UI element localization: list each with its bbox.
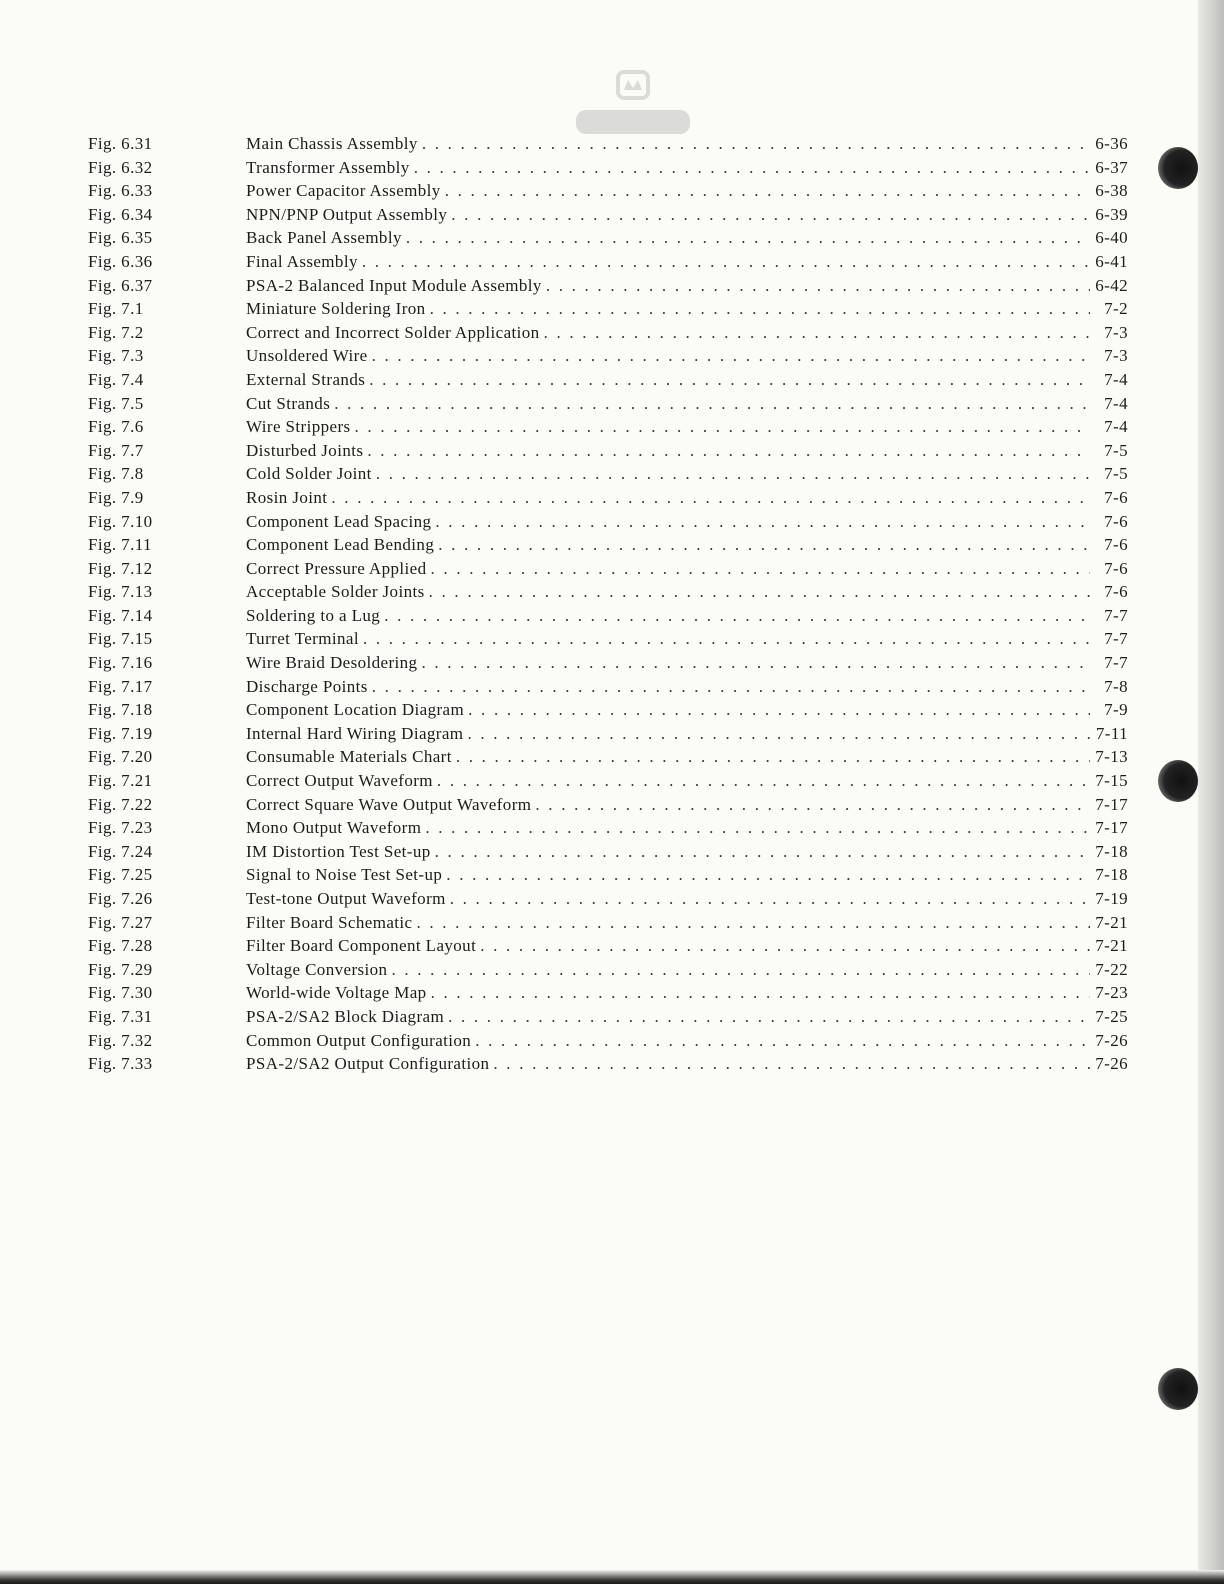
figure-title: Internal Hard Wiring Diagram	[246, 723, 464, 743]
dot-leader	[535, 795, 1090, 815]
figure-title: Cold Solder Joint	[246, 464, 372, 484]
figure-page-number: 7-21	[1095, 936, 1128, 956]
figure-title: Soldering to a Lug	[246, 605, 381, 625]
figure-page-number: 6-42	[1095, 275, 1128, 295]
figure-number: Fig. 7.19	[88, 723, 153, 743]
dot-leader	[437, 771, 1090, 791]
dot-leader	[456, 747, 1090, 767]
figure-entry	[88, 606, 1128, 630]
figure-entry	[88, 677, 1128, 701]
figure-title: Component Lead Spacing	[246, 511, 432, 531]
figure-number: Fig. 6.34	[88, 204, 153, 224]
figure-page-number: 7-6	[1104, 582, 1128, 602]
figure-page-number: 7-22	[1095, 959, 1128, 979]
figure-entry	[88, 299, 1128, 323]
dot-leader	[372, 677, 1090, 697]
figure-page-number: 7-6	[1104, 487, 1128, 507]
scan-edge	[1198, 0, 1224, 1584]
figure-entry	[88, 488, 1128, 512]
figure-entry	[88, 960, 1128, 984]
figure-page-number: 6-36	[1095, 134, 1128, 153]
dot-leader	[480, 936, 1090, 956]
dot-leader	[384, 606, 1090, 626]
figure-page-number: 7-5	[1104, 464, 1128, 484]
figure-page-number: 7-23	[1095, 983, 1128, 1003]
dot-leader	[416, 913, 1090, 933]
figure-page-number: 7-18	[1095, 865, 1128, 885]
figure-page-number: 7-8	[1104, 676, 1128, 696]
figure-title: Cut Strands	[246, 393, 331, 413]
figure-title: Component Location Diagram	[246, 700, 465, 720]
dot-leader	[391, 960, 1090, 980]
figure-page-number: 7-4	[1104, 393, 1128, 413]
figure-page-number: 7-7	[1104, 653, 1128, 673]
figure-entry	[88, 724, 1128, 748]
figure-title: Transformer Assembly	[246, 157, 410, 177]
figure-page-number: 7-4	[1104, 417, 1128, 437]
figure-entry	[88, 535, 1128, 559]
figure-entry	[88, 370, 1128, 394]
figure-page-number: 7-21	[1095, 912, 1128, 932]
figure-title: Miniature Soldering Iron	[246, 299, 426, 319]
figure-title: Power Capacitor Assembly	[246, 181, 441, 201]
dot-leader	[431, 559, 1090, 579]
figure-number: Fig. 6.33	[88, 181, 153, 201]
figure-page-number: 6-40	[1095, 228, 1128, 248]
figure-entry	[88, 747, 1128, 771]
dot-leader	[431, 983, 1090, 1003]
figure-number: Fig. 6.35	[88, 228, 153, 248]
figure-title: Rosin Joint	[246, 487, 328, 507]
figure-title: Final Assembly	[246, 251, 358, 271]
figure-entry	[88, 323, 1128, 347]
figure-title: Wire Braid Desoldering	[246, 653, 418, 673]
figure-entry	[88, 512, 1128, 536]
figure-number: Fig. 7.33	[88, 1054, 153, 1074]
figure-entry	[88, 936, 1128, 960]
dot-leader	[544, 323, 1090, 343]
figure-number: Fig. 7.26	[88, 889, 153, 908]
figure-page-number: 7-19	[1095, 889, 1128, 908]
figure-title: Correct and Incorrect Solder Application	[246, 322, 540, 342]
figure-title: Voltage Conversion	[246, 959, 388, 979]
figure-entry	[88, 889, 1128, 913]
figure-number: Fig. 7.20	[88, 747, 153, 767]
figure-title: PSA-2 Balanced Input Module Assembly	[246, 275, 542, 295]
dot-leader	[425, 818, 1090, 838]
figure-number: Fig. 7.15	[88, 629, 153, 649]
figure-entry	[88, 559, 1128, 583]
figure-title: Consumable Materials Chart	[246, 747, 452, 767]
figure-page-number: 7-9	[1104, 700, 1128, 720]
figure-entry	[88, 158, 1128, 182]
figure-title: PSA-2/SA2 Block Diagram	[246, 1006, 445, 1026]
figure-page-number: 7-6	[1104, 535, 1128, 555]
figure-number: Fig. 7.32	[88, 1030, 153, 1050]
figure-number: Fig. 6.31	[88, 134, 153, 153]
figure-number: Fig. 7.13	[88, 582, 153, 602]
dot-leader	[422, 134, 1090, 154]
figure-page-number: 7-6	[1104, 558, 1128, 578]
dot-leader	[355, 417, 1090, 437]
figure-number: Fig. 7.22	[88, 794, 153, 814]
figure-number: Fig. 7.1	[88, 299, 144, 319]
dot-leader	[363, 629, 1090, 649]
figure-number: Fig. 7.4	[88, 369, 144, 389]
figure-title: Turret Terminal	[246, 629, 359, 649]
figure-entry	[88, 205, 1128, 229]
figure-entry	[88, 1054, 1128, 1078]
figure-title: Mono Output Waveform	[246, 818, 422, 838]
dot-leader	[467, 724, 1090, 744]
figure-number: Fig. 7.2	[88, 322, 144, 342]
dot-leader	[546, 276, 1090, 296]
figure-title: Acceptable Solder Joints	[246, 582, 425, 602]
dot-leader	[451, 205, 1090, 225]
figure-page-number: 7-3	[1104, 346, 1128, 366]
figure-number: Fig. 7.8	[88, 464, 144, 484]
figure-title: Filter Board Component Layout	[246, 936, 477, 956]
dot-leader	[372, 346, 1090, 366]
figure-title: Back Panel Assembly	[246, 228, 402, 248]
figure-number: Fig. 7.18	[88, 700, 153, 720]
figure-page-number: 7-17	[1095, 818, 1128, 838]
binder-hole-icon	[1158, 760, 1198, 802]
figure-page-number: 7-11	[1095, 723, 1128, 743]
figure-entry	[88, 582, 1128, 606]
figure-title: Common Output Configuration	[246, 1030, 472, 1050]
dot-leader	[468, 700, 1090, 720]
figure-entry	[88, 913, 1128, 937]
figure-entry	[88, 700, 1128, 724]
dot-leader	[406, 228, 1090, 248]
figure-page-number: 7-26	[1095, 1054, 1128, 1074]
figure-entry	[88, 346, 1128, 370]
dot-leader	[376, 464, 1090, 484]
figure-page-number: 7-4	[1104, 369, 1128, 389]
figure-entry	[88, 795, 1128, 819]
figure-entry	[88, 1031, 1128, 1055]
figure-page-number: 7-18	[1095, 841, 1128, 861]
dot-leader	[369, 370, 1090, 390]
figure-page-number: 7-6	[1104, 511, 1128, 531]
figure-title: Signal to Noise Test Set-up	[246, 865, 443, 885]
dot-leader	[435, 842, 1090, 862]
figure-entry	[88, 394, 1128, 418]
figure-entry	[88, 865, 1128, 889]
dot-leader	[414, 158, 1090, 178]
figure-number: Fig. 6.36	[88, 251, 153, 271]
figure-entry	[88, 252, 1128, 276]
dot-leader	[435, 512, 1090, 532]
binder-hole-icon	[1158, 1368, 1198, 1410]
figure-page-number: 7-17	[1095, 794, 1128, 814]
dot-leader	[446, 865, 1090, 885]
figure-title: PSA-2/SA2 Output Configuration	[246, 1054, 490, 1074]
figure-number: Fig. 7.29	[88, 959, 153, 979]
dot-leader	[445, 181, 1090, 201]
figure-number: Fig. 7.27	[88, 912, 153, 932]
figure-number: Fig. 6.37	[88, 275, 153, 295]
figure-number: Fig. 7.7	[88, 440, 144, 460]
show-through-logo-icon	[568, 70, 698, 140]
figure-page-number: 7-2	[1104, 299, 1128, 319]
figure-entry	[88, 464, 1128, 488]
dot-leader	[450, 889, 1090, 909]
dot-leader	[362, 252, 1090, 272]
figure-title: Correct Square Wave Output Waveform	[246, 794, 532, 814]
dot-leader	[493, 1054, 1090, 1074]
figure-title: Component Lead Bending	[246, 535, 435, 555]
figure-entry	[88, 771, 1128, 795]
figure-entry	[88, 417, 1128, 441]
figure-number: Fig. 7.12	[88, 558, 153, 578]
figure-number: Fig. 7.21	[88, 771, 153, 791]
figure-page-number: 6-38	[1095, 181, 1128, 201]
figure-page-number: 6-41	[1095, 251, 1128, 271]
dot-leader	[334, 394, 1090, 414]
dot-leader	[438, 535, 1090, 555]
figure-number: Fig. 7.3	[88, 346, 144, 366]
figure-number: Fig. 7.16	[88, 653, 153, 673]
figure-entry	[88, 653, 1128, 677]
figure-page-number: 7-7	[1104, 629, 1128, 649]
figure-entry	[88, 441, 1128, 465]
figure-title: NPN/PNP Output Assembly	[246, 204, 448, 224]
figure-number: Fig. 7.6	[88, 417, 144, 437]
dot-leader	[421, 653, 1090, 673]
figure-page-number: 6-37	[1095, 157, 1128, 177]
list-of-figures	[88, 134, 1128, 1078]
figure-number: Fig. 7.11	[88, 535, 152, 555]
figure-title: World-wide Voltage Map	[246, 983, 427, 1003]
figure-title: Test-tone Output Waveform	[246, 889, 446, 908]
dot-leader	[448, 1007, 1090, 1027]
figure-title: Filter Board Schematic	[246, 912, 413, 932]
figure-entry	[88, 134, 1128, 158]
figure-entry	[88, 228, 1128, 252]
figure-entry	[88, 842, 1128, 866]
figure-entry	[88, 181, 1128, 205]
figure-number: Fig. 7.14	[88, 605, 153, 625]
scan-bottom-edge	[0, 1570, 1224, 1584]
figure-title: Disturbed Joints	[246, 440, 364, 460]
figure-entry	[88, 818, 1128, 842]
figure-number: Fig. 7.31	[88, 1006, 153, 1026]
dot-leader	[367, 441, 1090, 461]
figure-page-number: 7-7	[1104, 605, 1128, 625]
figure-number: Fig. 7.10	[88, 511, 153, 531]
figure-title: Discharge Points	[246, 676, 368, 696]
dot-leader	[475, 1031, 1090, 1051]
figure-title: IM Distortion Test Set-up	[246, 841, 431, 861]
figure-number: Fig. 7.9	[88, 487, 144, 507]
figure-page-number: 7-25	[1095, 1006, 1128, 1026]
dot-leader	[430, 299, 1090, 319]
dot-leader	[331, 488, 1090, 508]
figure-page-number: 7-13	[1095, 747, 1128, 767]
figure-title: External Strands	[246, 369, 366, 389]
figure-number: Fig. 7.23	[88, 818, 153, 838]
figure-page-number: 7-26	[1095, 1030, 1128, 1050]
figure-entry	[88, 276, 1128, 300]
figure-number: Fig. 7.5	[88, 393, 144, 413]
figure-number: Fig. 7.30	[88, 983, 153, 1003]
figure-number: Fig. 7.24	[88, 841, 153, 861]
figure-number: Fig. 7.25	[88, 865, 153, 885]
figure-page-number: 7-15	[1095, 771, 1128, 791]
figure-title: Correct Pressure Applied	[246, 558, 427, 578]
figure-title: Main Chassis Assembly	[246, 134, 418, 153]
figure-entry	[88, 983, 1128, 1007]
figure-page-number: 7-3	[1104, 322, 1128, 342]
binder-hole-icon	[1158, 147, 1198, 189]
figure-number: Fig. 7.17	[88, 676, 153, 696]
figure-title: Wire Strippers	[246, 417, 351, 437]
figure-title: Correct Output Waveform	[246, 771, 433, 791]
figure-number: Fig. 6.32	[88, 157, 153, 177]
figure-number: Fig. 7.28	[88, 936, 153, 956]
figure-entry	[88, 1007, 1128, 1031]
figure-page-number: 6-39	[1095, 204, 1128, 224]
figure-page-number: 7-5	[1104, 440, 1128, 460]
dot-leader	[429, 582, 1090, 602]
figure-entry	[88, 629, 1128, 653]
figure-title: Unsoldered Wire	[246, 346, 368, 366]
